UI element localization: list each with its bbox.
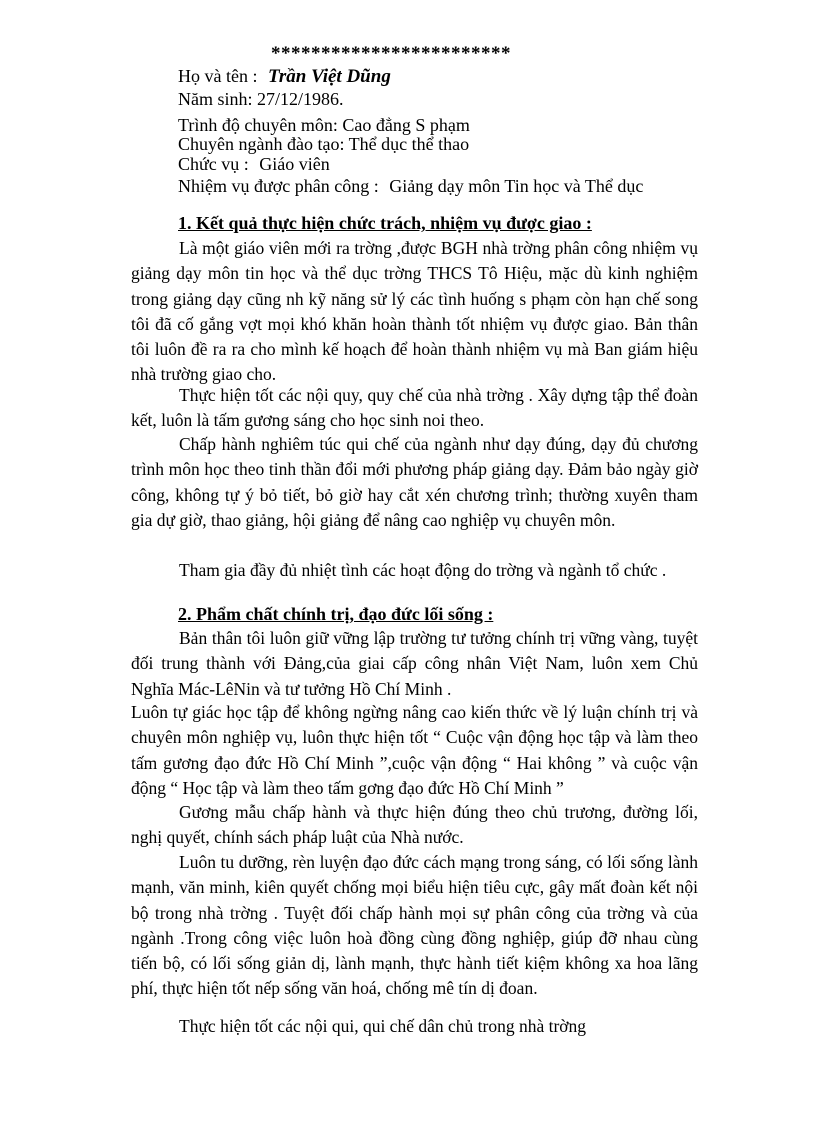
separator-stars: ************************ — [271, 43, 511, 64]
name-line — [178, 66, 391, 87]
name-value: Trần Việt Dũng — [267, 66, 391, 87]
section-1-title: 1. Kết quả thực hiện chức trách, nhiệm vụ được giao : — [178, 213, 592, 233]
section-1-paragraph: Là một giáo viên mới ra trờng ,được BGH nhà trờng phân công nhiệm vụ giảng dạy môn tin học và thể dục trờng THCS Tô Hiệu, mặc dù kinh nghiệm trong giảng dạy cũng nh kỹ năng sử lý các tình huống s phạm còn hạn chế song tôi đã cố gắng vợt mọi khó khăn hoàn thành tốt nhiệm vụ được giao. Bản thân tôi luôn đề ra ra cho mình kế hoạch để hoàn thành nhiệm vụ mà Ban giám hiệu nhà trường giao cho. — [131, 238, 698, 385]
section-2-paragraph: Thực hiện tốt các nội qui, qui chế dân chủ trong nhà trờng — [179, 1016, 587, 1036]
position-label: Chức vụ : — [178, 154, 249, 174]
duty-line — [178, 176, 643, 196]
section-2-paragraph: Luôn tu dưỡng, rèn luyện đạo đức cách mạng trong sáng, có lối sống lành mạnh, văn minh, kiên quyết chống mọi biểu hiện tiêu cực, gây mất đoàn kết nội bộ trong nhà trờng . Tuyệt đối chấp hành mọi sự phân công của trờng và của ngành .Trong công việc luôn hoà đồng cùng đồng nghiệp, giúp đỡ nhau cùng tiến bộ, có lối sống giản dị, lành mạnh, thực hành tiết kiệm không xa hoa lãng phí, thực hiện tốt nếp sống văn hoá, chống mê tín dị đoan. — [131, 852, 698, 999]
section-1-paragraph: Tham gia đầy đủ nhiệt tình các hoạt động do trờng và ngành tổ chức . — [179, 560, 667, 580]
section-2-paragraph: Bản thân tôi luôn giữ vững lập trường tư tưởng chính trị vững vàng, tuyệt đối trung thành với Đảng,của giai cấp công nhân Việt Nam, luôn xem Chủ Nghĩa Mác-LêNin và tư tưởng Hồ Chí Minh . — [131, 628, 698, 699]
duty-value: Giảng dạy môn Tin học và Thể dục — [389, 176, 644, 196]
section-1-paragraph: Chấp hành nghiêm túc qui chế của ngành như dạy đúng, dạy đủ chương trình môn học theo tinh thần đổi mới phương pháp giảng dạy. Đảm bảo ngày giờ công, không tự ý bỏ tiết, bỏ giờ hay cắt xén chương trình; thường xuyên tham gia dự giờ, thao giảng, hội giảng để nâng cao nghiệp vụ chuyên môn. — [131, 434, 698, 530]
section-2-title: 2. Phẩm chất chính trị, đạo đức lối sống : — [178, 604, 494, 624]
section-2-paragraph: Luôn tự giác học tập để không ngừng nâng cao kiến thức về lý luận chính trị và chuyên môn nghiệp vụ, luôn thực hiện tốt “ Cuộc vận động học tập và làm theo tấm gương đạo đức Hồ Chí Minh ”,cuộc vận động “ Hai không ” và cuộc vận động “ Học tập và làm theo tấm gơng đạo đức Hồ Chí Minh ” — [131, 702, 698, 798]
birth-line: Năm sinh: 27/12/1986. — [178, 89, 344, 109]
name-label: Họ và tên : — [178, 66, 258, 86]
level-line: Trình độ chuyên môn: Cao đẳng S phạm — [178, 115, 470, 135]
major-line: Chuyên ngành đào tạo: Thể dục thể thao — [178, 134, 470, 154]
section-1-paragraph: Thực hiện tốt các nội quy, quy chế của nhà trờng . Xây dựng tập thể đoàn kết, luôn là tấm gương sáng cho học sinh noi theo. — [131, 385, 698, 431]
section-2-paragraph: Gương mẫu chấp hành và thực hiện đúng theo chủ trương, đường lối, nghị quyết, chính sách pháp luật của Nhà nước. — [131, 802, 698, 848]
duty-label: Nhiệm vụ được phân công : — [178, 176, 379, 196]
position-line — [178, 154, 330, 174]
position-value: Giáo viên — [259, 154, 330, 174]
